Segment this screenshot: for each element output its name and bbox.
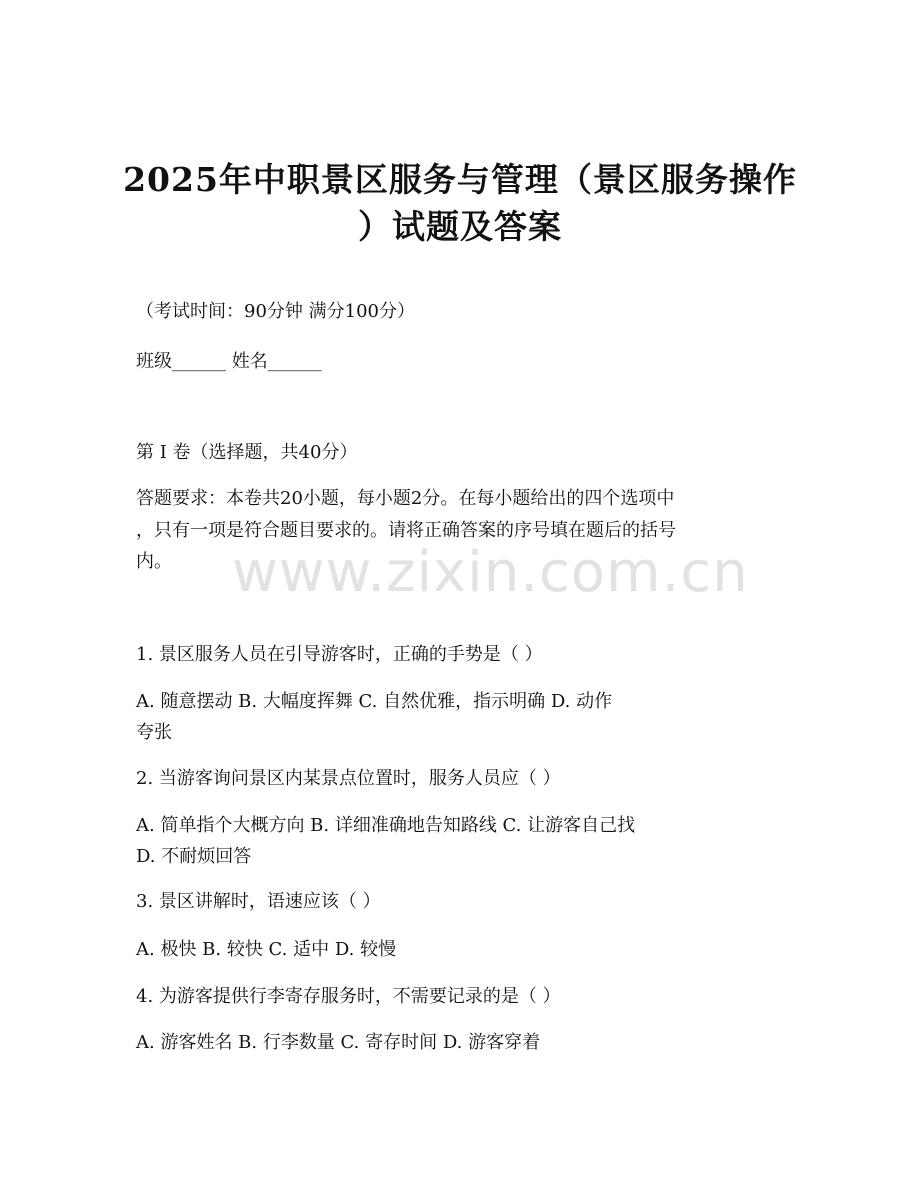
class-name-line: 班级______ 姓名______ [136, 351, 322, 372]
exam-info: （考试时间：90分钟 满分100分） [136, 301, 415, 322]
document-title-line-2: ）试题及答案 [358, 207, 562, 246]
question-3-options: A. 极快 B. 较快 C. 适中 D. 较慢 [136, 939, 397, 960]
question-2-options-cont: D. 不耐烦回答 [136, 846, 252, 867]
document-title-line-1: 2025年中职景区服务与管理（景区服务操作 [123, 160, 797, 199]
instructions-line-2: ，只有一项是符合题目要求的。请将正确答案的序号填在题后的括号 [136, 520, 676, 541]
question-3-stem: 3. 景区讲解时，语速应该（ ） [136, 891, 381, 912]
question-1-options-cont: 夸张 [136, 722, 172, 743]
section-title: 第 I 卷（选择题，共40分） [136, 442, 358, 463]
question-1-options: A. 随意摆动 B. 大幅度挥舞 C. 自然优雅，指示明确 D. 动作 [136, 691, 613, 712]
question-2-stem: 2. 当游客询问景区内某景点位置时，服务人员应（ ） [136, 768, 561, 789]
question-4-stem: 4. 为游客提供行李寄存服务时，不需要记录的是（ ） [136, 986, 561, 1007]
question-1-stem: 1. 景区服务人员在引导游客时，正确的手势是（ ） [136, 644, 543, 665]
watermark: www.zixin.com.cn [232, 540, 749, 605]
instructions-line-3: 内。 [136, 551, 172, 572]
instructions-line-1: 答题要求：本卷共20小题，每小题2分。在每小题给出的四个选项中 [136, 488, 675, 509]
question-2-options: A. 简单指个大概方向 B. 详细准确地告知路线 C. 让游客自己找 [136, 815, 636, 836]
question-4-options: A. 游客姓名 B. 行李数量 C. 寄存时间 D. 游客穿着 [136, 1032, 541, 1053]
